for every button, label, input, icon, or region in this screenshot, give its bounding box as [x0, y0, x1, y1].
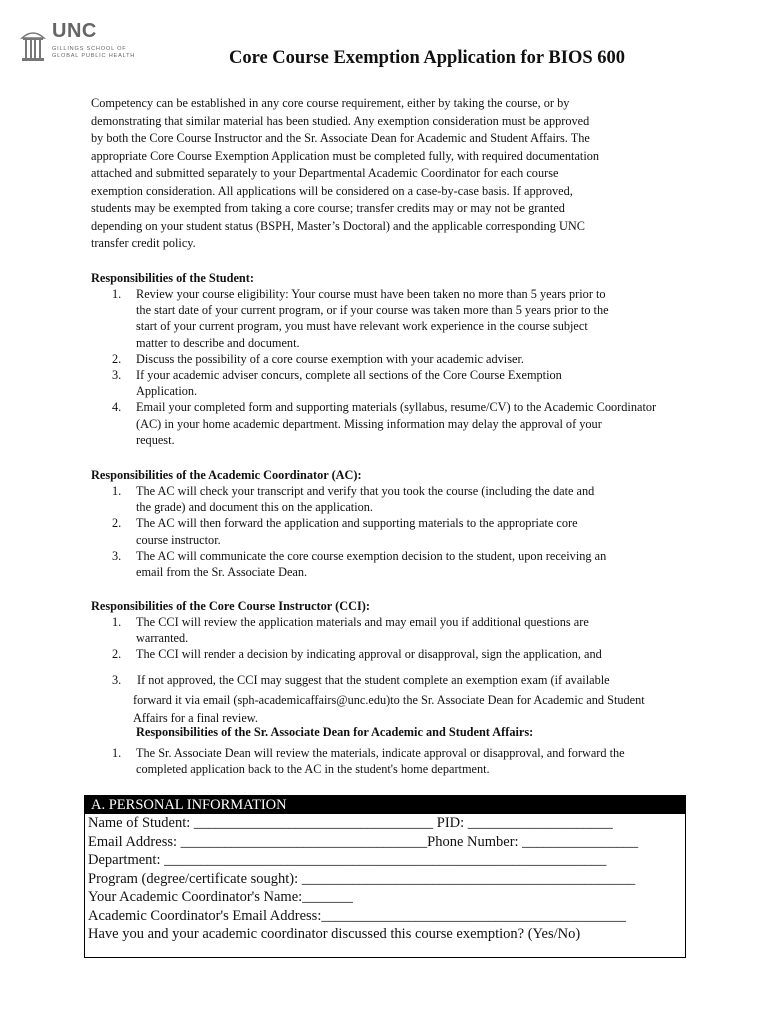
- list-item-number: 2.: [112, 516, 122, 531]
- intro-line: students may be exempted from taking a core course; transfer credits may or may not be granted: [91, 201, 565, 215]
- student-responsibilities-heading: Responsibilities of the Student:: [91, 271, 254, 285]
- form-field-line[interactable]: Name of Student: _________________________________ PID: ____________________: [88, 815, 613, 831]
- intro-line: exemption consideration. All applications will be considered on a case-by-case basis. If approved,: [91, 183, 573, 198]
- list-item-line: Discuss the possibility of a core course exemption with your academic adviser.: [136, 351, 524, 366]
- list-item-number: 1.: [112, 615, 122, 629]
- list-item-line: The Sr. Associate Dean will review the materials, indicate approval or disapproval, and forward the: [136, 746, 625, 760]
- ac-responsibilities-heading: Responsibilities of the Academic Coordinator (AC):: [91, 468, 362, 482]
- list-item-line: request.: [136, 432, 175, 447]
- list-item-number: 4.: [112, 400, 122, 415]
- list-item: [91, 548, 731, 580]
- list-item-line: (AC) in your home academic department. Missing information may delay the approval of your: [136, 416, 602, 431]
- list-item-line: The AC will communicate the core course exemption decision to the student, upon receiving an: [136, 548, 607, 563]
- intro-line: Competency can be established in any core course requirement, either by taking the course, or by: [91, 96, 570, 110]
- list-item: [91, 367, 731, 399]
- intro-paragraph: [91, 95, 691, 253]
- list-item: [91, 646, 731, 662]
- form-field-line[interactable]: Your Academic Coordinator's Name:_______: [88, 889, 353, 905]
- list-item-line: the grade) and document this on the application.: [136, 500, 373, 515]
- ac-responsibilities-list: [91, 483, 731, 580]
- list-item-line: course instructor.: [136, 532, 221, 547]
- list-item-line: The CCI will render a decision by indicating approval or disapproval, sign the application, and: [136, 647, 602, 662]
- form-field-line[interactable]: Program (degree/certificate sought): ______________________________________________: [88, 870, 636, 887]
- list-item-line: matter to describe and document.: [136, 335, 300, 350]
- list-item-number: 1.: [112, 746, 122, 760]
- intro-line: depending on your student status (BSPH, Master’s Doctoral) and the applicable corresponding UNC: [91, 218, 585, 233]
- intro-line: attached and submitted separately to your Departmental Academic Coordinator for each course: [91, 166, 559, 180]
- list-item-number: 1.: [112, 287, 122, 301]
- list-item-number: 2.: [112, 351, 122, 366]
- intro-line: demonstrating that similar material has been studied. Any exemption consideration must be approved: [91, 113, 590, 128]
- intro-line: transfer credit policy.: [91, 236, 196, 250]
- list-item-line: warranted.: [136, 631, 189, 646]
- cci-responsibilities-heading: Responsibilities of the Core Course Instructor (CCI):: [91, 599, 370, 613]
- form-field-line[interactable]: Academic Coordinator's Email Address:__________________________________________: [88, 907, 626, 924]
- dean-responsibilities-list: [91, 745, 731, 777]
- list-item-line: Email your completed form and supporting materials (syllabus, resume/CV) to the Academic Coordinator: [136, 400, 657, 415]
- cci-responsibilities-list: [91, 614, 731, 663]
- list-item-number: 3.: [112, 368, 122, 383]
- list-item-line: Review your course eligibility: Your course must have been taken no more than 5 years prior to: [136, 287, 606, 301]
- list-item-line: start of your current program, you must have relevant work experience in the course subject: [136, 319, 588, 334]
- list-item: [91, 745, 731, 777]
- list-item-number: 3.: [112, 548, 122, 563]
- list-item-line: The AC will check your transcript and verify that you took the course (including the date and: [136, 484, 595, 498]
- form-field-line[interactable]: Department: _____________________________________________________________: [88, 852, 607, 868]
- personal-information-form: [84, 795, 686, 958]
- list-item: [91, 614, 731, 646]
- cci-item-3-number: 3.: [112, 673, 122, 687]
- list-item-line: email from the Sr. Associate Dean.: [136, 565, 308, 580]
- list-item: [91, 483, 731, 515]
- form-field-line[interactable]: Have you and your academic coordinator discussed this course exemption? (Yes/No): [88, 926, 581, 942]
- intro-line: appropriate Core Course Exemption Application must be completed fully, with required documentation: [91, 148, 600, 163]
- student-responsibilities-list: [91, 286, 731, 448]
- list-item-line: The CCI will review the application materials and may email you if additional questions are: [136, 615, 589, 629]
- list-item: [91, 399, 731, 448]
- logo-subtitle-line-2: GLOBAL PUBLIC HEALTH: [52, 53, 136, 59]
- form-field-line[interactable]: Email Address: __________________________________Phone Number: ________________: [88, 833, 639, 850]
- list-item: [91, 515, 731, 547]
- list-item-number: 1.: [112, 484, 122, 498]
- list-item-line: If your academic adviser concurs, complete all sections of the Core Course Exemption: [136, 368, 562, 383]
- dean-responsibilities-heading: Responsibilities of the Sr. Associate Dean for Academic and Student Affairs:: [136, 725, 534, 739]
- form-section-header: A. PERSONAL INFORMATION: [85, 796, 685, 814]
- page-title: Core Course Exemption Application for BIOS 600: [228, 48, 626, 68]
- list-item-line: The AC will then forward the application and supporting materials to the appropriate core: [136, 516, 578, 531]
- cci-item-3-line-3: Affairs for a final review.: [133, 711, 258, 725]
- cci-item-3-line-1: If not approved, the CCI may suggest that the student complete an exemption exam (if available: [137, 673, 610, 687]
- form-fields: [85, 814, 685, 944]
- list-item-line: completed application back to the AC in the student's home department.: [136, 762, 490, 777]
- list-item: [91, 351, 731, 367]
- list-item-number: 2.: [112, 647, 122, 662]
- logo-wordmark: UNC: [52, 20, 97, 42]
- list-item: [91, 286, 731, 351]
- list-item-line: the start date of your current program, or if your course was taken more than 5 years prior to the: [136, 303, 609, 318]
- intro-line: by both the Core Course Instructor and the Sr. Associate Dean for Academic and Student Affairs. The: [91, 131, 590, 145]
- logo-subtitle-line-1: GILLINGS SCHOOL OF: [52, 46, 127, 52]
- list-item-line: Application.: [136, 384, 198, 399]
- cci-item-3-line-2: forward it via email (sph-academicaffairs@unc.edu)to the Sr. Associate Dean for Academic and Student: [133, 693, 645, 707]
